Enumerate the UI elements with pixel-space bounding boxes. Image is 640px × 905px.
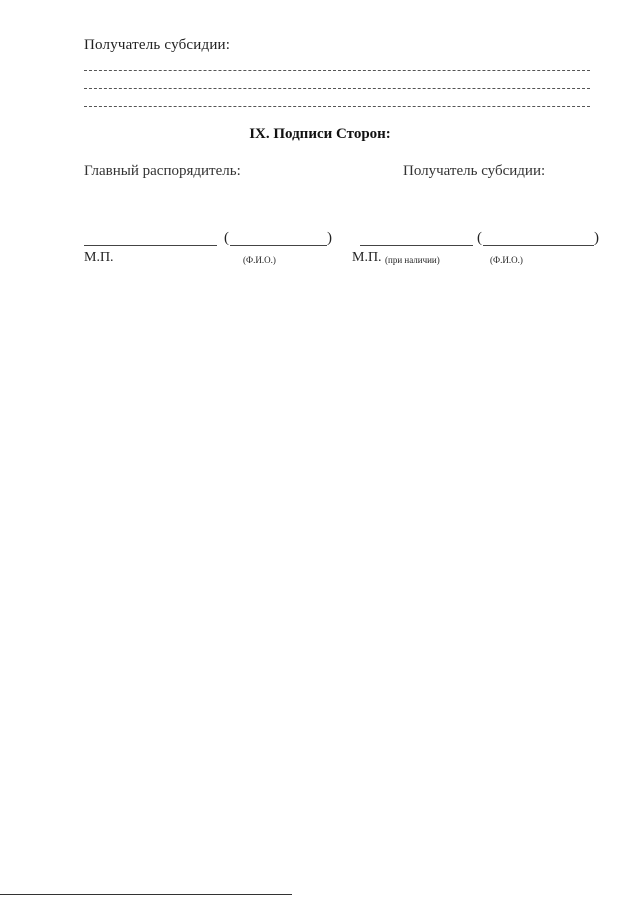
- stamp-label-left: М.П.: [84, 250, 114, 265]
- signature-line-left: [84, 245, 217, 246]
- fill-in-line: [84, 88, 590, 89]
- stamp-label-right: М.П.: [352, 250, 382, 265]
- fio-caption-right: (Ф.И.О.): [490, 255, 523, 265]
- fio-line-left: [230, 245, 327, 246]
- fio-paren-close-right: ): [594, 230, 599, 246]
- recipient-label: Получатель субсидии:: [84, 37, 231, 53]
- stamp-note-right: (при наличии): [385, 255, 440, 265]
- fill-in-line: [84, 70, 590, 71]
- fio-paren-open-left: (: [224, 230, 229, 246]
- subsidy-recipient-label: Получатель субсидии:: [403, 163, 546, 179]
- fio-paren-open-right: (: [477, 230, 482, 246]
- chief-manager-label: Главный распорядитель:: [84, 163, 241, 179]
- fill-in-line: [84, 106, 590, 107]
- fio-line-right: [483, 245, 594, 246]
- section-heading: IX. Подписи Сторон:: [249, 126, 391, 142]
- footnote-separator: [0, 894, 292, 895]
- signature-line-right: [360, 245, 473, 246]
- fio-paren-close-left: ): [327, 230, 332, 246]
- fio-caption-left: (Ф.И.О.): [243, 255, 276, 265]
